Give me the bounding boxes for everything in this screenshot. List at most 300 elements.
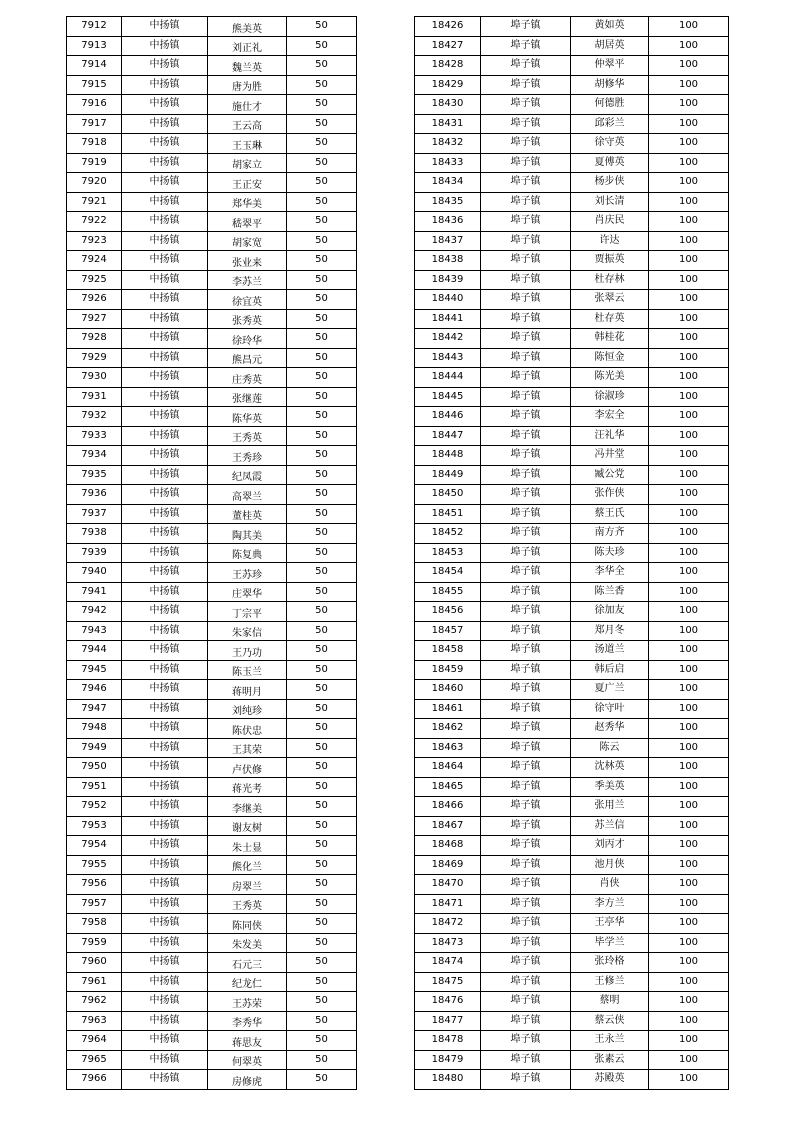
amount-cell: 100 xyxy=(649,387,729,407)
id-cell: 7956 xyxy=(67,875,122,895)
table-row xyxy=(415,1050,729,1070)
amount-cell: 100 xyxy=(649,563,729,583)
town-cell: 埠子镇 xyxy=(481,309,571,329)
amount-cell: 100 xyxy=(649,134,729,154)
name-cell: 魏兰英 xyxy=(208,56,287,76)
town-cell: 中扬镇 xyxy=(122,992,208,1012)
name-cell: 施仕才 xyxy=(208,95,287,115)
town-cell: 埠子镇 xyxy=(481,95,571,115)
town-cell: 埠子镇 xyxy=(481,1031,571,1051)
table-row xyxy=(415,602,729,622)
name-cell: 陈复典 xyxy=(208,543,287,563)
table-row xyxy=(67,1050,357,1070)
name-cell: 王秀英 xyxy=(208,426,287,446)
town-cell: 埠子镇 xyxy=(481,777,571,797)
table-row xyxy=(67,992,357,1012)
town-cell: 中扬镇 xyxy=(122,582,208,602)
id-cell: 7965 xyxy=(67,1050,122,1070)
amount-cell: 50 xyxy=(287,251,357,271)
amount-cell: 50 xyxy=(287,270,357,290)
town-cell: 埠子镇 xyxy=(481,134,571,154)
amount-cell: 100 xyxy=(649,446,729,466)
id-cell: 18429 xyxy=(415,75,481,95)
amount-cell: 100 xyxy=(649,621,729,641)
amount-cell: 50 xyxy=(287,153,357,173)
table-row xyxy=(415,504,729,524)
table-row xyxy=(415,173,729,193)
table-row xyxy=(415,836,729,856)
id-cell: 18464 xyxy=(415,758,481,778)
town-cell: 中扬镇 xyxy=(122,972,208,992)
name-cell: 石元三 xyxy=(208,953,287,973)
table-row xyxy=(415,56,729,76)
name-cell: 何翠英 xyxy=(208,1050,287,1070)
table-row xyxy=(67,602,357,622)
amount-cell: 50 xyxy=(287,524,357,544)
id-cell: 18462 xyxy=(415,719,481,739)
name-cell: 杜存英 xyxy=(571,309,649,329)
table-row xyxy=(415,621,729,641)
table-row xyxy=(67,816,357,836)
id-cell: 7966 xyxy=(67,1070,122,1090)
amount-cell: 100 xyxy=(649,855,729,875)
town-cell: 中扬镇 xyxy=(122,36,208,56)
name-cell: 王秀英 xyxy=(208,894,287,914)
amount-cell: 50 xyxy=(287,446,357,466)
table-row xyxy=(67,290,357,310)
name-cell: 陈云 xyxy=(571,738,649,758)
name-cell: 王永兰 xyxy=(571,1031,649,1051)
table-row xyxy=(415,875,729,895)
table-row xyxy=(67,75,357,95)
town-cell: 中扬镇 xyxy=(122,621,208,641)
id-cell: 18439 xyxy=(415,270,481,290)
town-cell: 埠子镇 xyxy=(481,173,571,193)
town-cell: 中扬镇 xyxy=(122,75,208,95)
name-cell: 朱发美 xyxy=(208,933,287,953)
id-cell: 18469 xyxy=(415,855,481,875)
table-row xyxy=(67,485,357,505)
id-cell: 7958 xyxy=(67,914,122,934)
name-cell: 房翠兰 xyxy=(208,875,287,895)
town-cell: 埠子镇 xyxy=(481,251,571,271)
id-cell: 18452 xyxy=(415,524,481,544)
name-cell: 肖庆民 xyxy=(571,212,649,232)
id-cell: 18460 xyxy=(415,680,481,700)
id-cell: 7917 xyxy=(67,114,122,134)
id-cell: 7951 xyxy=(67,777,122,797)
amount-cell: 50 xyxy=(287,953,357,973)
town-cell: 埠子镇 xyxy=(481,368,571,388)
amount-cell: 100 xyxy=(649,192,729,212)
name-cell: 刘丙才 xyxy=(571,836,649,856)
id-cell: 18473 xyxy=(415,933,481,953)
right-table xyxy=(414,16,729,1090)
name-cell: 王修兰 xyxy=(571,972,649,992)
amount-cell: 100 xyxy=(649,543,729,563)
table-row xyxy=(415,777,729,797)
table-row xyxy=(67,914,357,934)
table-row xyxy=(67,56,357,76)
table-row xyxy=(415,426,729,446)
id-cell: 7923 xyxy=(67,231,122,251)
amount-cell: 50 xyxy=(287,329,357,349)
name-cell: 李华全 xyxy=(571,563,649,583)
table-row xyxy=(415,387,729,407)
table-row xyxy=(67,446,357,466)
name-cell: 董桂英 xyxy=(208,504,287,524)
table-row xyxy=(415,933,729,953)
town-cell: 中扬镇 xyxy=(122,251,208,271)
amount-cell: 100 xyxy=(649,972,729,992)
name-cell: 汪礼华 xyxy=(571,426,649,446)
id-cell: 7949 xyxy=(67,738,122,758)
amount-cell: 50 xyxy=(287,1011,357,1031)
town-cell: 中扬镇 xyxy=(122,368,208,388)
town-cell: 埠子镇 xyxy=(481,407,571,427)
town-cell: 埠子镇 xyxy=(481,192,571,212)
amount-cell: 50 xyxy=(287,485,357,505)
amount-cell: 50 xyxy=(287,290,357,310)
amount-cell: 50 xyxy=(287,17,357,37)
table-row xyxy=(415,524,729,544)
name-cell: 汤道兰 xyxy=(571,641,649,661)
amount-cell: 100 xyxy=(649,1070,729,1090)
name-cell: 徐守英 xyxy=(571,134,649,154)
amount-cell: 100 xyxy=(649,894,729,914)
town-cell: 埠子镇 xyxy=(481,894,571,914)
table-row xyxy=(415,290,729,310)
id-cell: 7935 xyxy=(67,465,122,485)
id-cell: 7920 xyxy=(67,173,122,193)
id-cell: 7961 xyxy=(67,972,122,992)
table-row xyxy=(67,173,357,193)
table-row xyxy=(67,1011,357,1031)
table-row xyxy=(67,504,357,524)
town-cell: 中扬镇 xyxy=(122,95,208,115)
town-cell: 中扬镇 xyxy=(122,231,208,251)
id-cell: 7959 xyxy=(67,933,122,953)
id-cell: 18437 xyxy=(415,231,481,251)
name-cell: 郑月冬 xyxy=(571,621,649,641)
table-row xyxy=(67,855,357,875)
id-cell: 18426 xyxy=(415,17,481,37)
name-cell: 池月侠 xyxy=(571,855,649,875)
table-row xyxy=(67,153,357,173)
name-cell: 夏广兰 xyxy=(571,680,649,700)
amount-cell: 100 xyxy=(649,251,729,271)
table-row xyxy=(415,563,729,583)
table-row xyxy=(415,231,729,251)
town-cell: 中扬镇 xyxy=(122,777,208,797)
town-cell: 埠子镇 xyxy=(481,563,571,583)
table-row xyxy=(67,894,357,914)
table-row xyxy=(67,212,357,232)
table-row xyxy=(415,485,729,505)
name-cell: 张作侠 xyxy=(571,485,649,505)
id-cell: 7936 xyxy=(67,485,122,505)
table-row xyxy=(415,914,729,934)
town-cell: 埠子镇 xyxy=(481,875,571,895)
town-cell: 埠子镇 xyxy=(481,719,571,739)
id-cell: 18450 xyxy=(415,485,481,505)
table-row xyxy=(67,621,357,641)
town-cell: 埠子镇 xyxy=(481,699,571,719)
town-cell: 埠子镇 xyxy=(481,290,571,310)
id-cell: 18434 xyxy=(415,173,481,193)
table-row xyxy=(67,192,357,212)
amount-cell: 50 xyxy=(287,56,357,76)
name-cell: 纪凤霞 xyxy=(208,465,287,485)
name-cell: 郑华美 xyxy=(208,192,287,212)
town-cell: 中扬镇 xyxy=(122,426,208,446)
town-cell: 埠子镇 xyxy=(481,660,571,680)
id-cell: 7928 xyxy=(67,329,122,349)
name-cell: 陈兰香 xyxy=(571,582,649,602)
town-cell: 中扬镇 xyxy=(122,797,208,817)
name-cell: 胡家宽 xyxy=(208,231,287,251)
amount-cell: 50 xyxy=(287,914,357,934)
table-row xyxy=(415,75,729,95)
name-cell: 冯井堂 xyxy=(571,446,649,466)
id-cell: 7952 xyxy=(67,797,122,817)
id-cell: 7946 xyxy=(67,680,122,700)
table-row xyxy=(415,192,729,212)
id-cell: 18472 xyxy=(415,914,481,934)
amount-cell: 100 xyxy=(649,485,729,505)
amount-cell: 50 xyxy=(287,758,357,778)
town-cell: 埠子镇 xyxy=(481,348,571,368)
id-cell: 18480 xyxy=(415,1070,481,1090)
id-cell: 7918 xyxy=(67,134,122,154)
name-cell: 谢友树 xyxy=(208,816,287,836)
amount-cell: 100 xyxy=(649,290,729,310)
town-cell: 埠子镇 xyxy=(481,329,571,349)
id-cell: 7962 xyxy=(67,992,122,1012)
name-cell: 房修虎 xyxy=(208,1070,287,1090)
table-row xyxy=(67,1031,357,1051)
table-row xyxy=(415,699,729,719)
amount-cell: 100 xyxy=(649,699,729,719)
id-cell: 7927 xyxy=(67,309,122,329)
name-cell: 王乃功 xyxy=(208,641,287,661)
table-row xyxy=(67,738,357,758)
id-cell: 7915 xyxy=(67,75,122,95)
table-row xyxy=(415,348,729,368)
name-cell: 刘纯珍 xyxy=(208,699,287,719)
table-row xyxy=(67,426,357,446)
id-cell: 18456 xyxy=(415,602,481,622)
table-row xyxy=(415,1011,729,1031)
table-row xyxy=(67,134,357,154)
amount-cell: 50 xyxy=(287,992,357,1012)
id-cell: 18448 xyxy=(415,446,481,466)
id-cell: 7914 xyxy=(67,56,122,76)
amount-cell: 100 xyxy=(649,680,729,700)
town-cell: 中扬镇 xyxy=(122,465,208,485)
id-cell: 18427 xyxy=(415,36,481,56)
name-cell: 王亭华 xyxy=(571,914,649,934)
id-cell: 18449 xyxy=(415,465,481,485)
amount-cell: 100 xyxy=(649,231,729,251)
amount-cell: 50 xyxy=(287,407,357,427)
amount-cell: 50 xyxy=(287,641,357,661)
amount-cell: 50 xyxy=(287,875,357,895)
town-cell: 中扬镇 xyxy=(122,1070,208,1090)
id-cell: 7934 xyxy=(67,446,122,466)
table-row xyxy=(67,543,357,563)
table-row xyxy=(415,309,729,329)
name-cell: 王正安 xyxy=(208,173,287,193)
town-cell: 埠子镇 xyxy=(481,933,571,953)
id-cell: 7953 xyxy=(67,816,122,836)
town-cell: 中扬镇 xyxy=(122,309,208,329)
town-cell: 埠子镇 xyxy=(481,75,571,95)
id-cell: 18475 xyxy=(415,972,481,992)
id-cell: 7939 xyxy=(67,543,122,563)
id-cell: 7957 xyxy=(67,894,122,914)
town-cell: 埠子镇 xyxy=(481,758,571,778)
name-cell: 刘长清 xyxy=(571,192,649,212)
name-cell: 蒋明月 xyxy=(208,680,287,700)
name-cell: 张翠云 xyxy=(571,290,649,310)
amount-cell: 100 xyxy=(649,777,729,797)
town-cell: 埠子镇 xyxy=(481,641,571,661)
table-row xyxy=(67,582,357,602)
town-cell: 中扬镇 xyxy=(122,894,208,914)
town-cell: 埠子镇 xyxy=(481,1070,571,1090)
table-row xyxy=(67,114,357,134)
id-cell: 18465 xyxy=(415,777,481,797)
town-cell: 中扬镇 xyxy=(122,348,208,368)
table-row xyxy=(67,95,357,115)
id-cell: 18478 xyxy=(415,1031,481,1051)
table-row xyxy=(415,153,729,173)
table-row xyxy=(415,855,729,875)
id-cell: 18463 xyxy=(415,738,481,758)
amount-cell: 100 xyxy=(649,933,729,953)
name-cell: 丁宗平 xyxy=(208,602,287,622)
name-cell: 李继美 xyxy=(208,797,287,817)
id-cell: 7922 xyxy=(67,212,122,232)
town-cell: 埠子镇 xyxy=(481,387,571,407)
amount-cell: 50 xyxy=(287,387,357,407)
id-cell: 7955 xyxy=(67,855,122,875)
id-cell: 7937 xyxy=(67,504,122,524)
name-cell: 高翠兰 xyxy=(208,485,287,505)
id-cell: 18461 xyxy=(415,699,481,719)
name-cell: 朱家信 xyxy=(208,621,287,641)
amount-cell: 100 xyxy=(649,368,729,388)
name-cell: 胡家立 xyxy=(208,153,287,173)
town-cell: 中扬镇 xyxy=(122,446,208,466)
name-cell: 张继莲 xyxy=(208,387,287,407)
id-cell: 18474 xyxy=(415,953,481,973)
name-cell: 庄翠华 xyxy=(208,582,287,602)
table-row xyxy=(67,270,357,290)
town-cell: 中扬镇 xyxy=(122,738,208,758)
table-row xyxy=(415,1070,729,1090)
name-cell: 王苏珍 xyxy=(208,563,287,583)
town-cell: 埠子镇 xyxy=(481,953,571,973)
name-cell: 南方齐 xyxy=(571,524,649,544)
town-cell: 中扬镇 xyxy=(122,524,208,544)
table-row xyxy=(67,758,357,778)
name-cell: 苏兰信 xyxy=(571,816,649,836)
amount-cell: 50 xyxy=(287,699,357,719)
town-cell: 埠子镇 xyxy=(481,153,571,173)
table-row xyxy=(67,972,357,992)
table-row xyxy=(415,36,729,56)
name-cell: 张业来 xyxy=(208,251,287,271)
id-cell: 18441 xyxy=(415,309,481,329)
id-cell: 7945 xyxy=(67,660,122,680)
amount-cell: 100 xyxy=(649,758,729,778)
amount-cell: 100 xyxy=(649,17,729,37)
amount-cell: 100 xyxy=(649,212,729,232)
id-cell: 7932 xyxy=(67,407,122,427)
name-cell: 王秀珍 xyxy=(208,446,287,466)
table-row xyxy=(67,465,357,485)
amount-cell: 100 xyxy=(649,426,729,446)
id-cell: 7931 xyxy=(67,387,122,407)
id-cell: 7913 xyxy=(67,36,122,56)
town-cell: 中扬镇 xyxy=(122,914,208,934)
town-cell: 埠子镇 xyxy=(481,446,571,466)
id-cell: 18477 xyxy=(415,1011,481,1031)
town-cell: 中扬镇 xyxy=(122,1031,208,1051)
amount-cell: 100 xyxy=(649,465,729,485)
amount-cell: 50 xyxy=(287,816,357,836)
id-cell: 18471 xyxy=(415,894,481,914)
amount-cell: 100 xyxy=(649,914,729,934)
name-cell: 杜存林 xyxy=(571,270,649,290)
id-cell: 18442 xyxy=(415,329,481,349)
table-row xyxy=(415,212,729,232)
id-cell: 18467 xyxy=(415,816,481,836)
table-row xyxy=(67,660,357,680)
amount-cell: 100 xyxy=(649,660,729,680)
amount-cell: 50 xyxy=(287,602,357,622)
table-row xyxy=(415,641,729,661)
table-row xyxy=(415,992,729,1012)
name-cell: 王玉琳 xyxy=(208,134,287,154)
table-row xyxy=(67,719,357,739)
name-cell: 邱彩兰 xyxy=(571,114,649,134)
id-cell: 18453 xyxy=(415,543,481,563)
town-cell: 埠子镇 xyxy=(481,270,571,290)
id-cell: 18436 xyxy=(415,212,481,232)
table-row xyxy=(67,563,357,583)
amount-cell: 50 xyxy=(287,368,357,388)
id-cell: 18458 xyxy=(415,641,481,661)
id-cell: 18428 xyxy=(415,56,481,76)
table-row xyxy=(67,699,357,719)
table-row xyxy=(415,134,729,154)
id-cell: 7948 xyxy=(67,719,122,739)
id-cell: 18479 xyxy=(415,1050,481,1070)
table-row xyxy=(415,465,729,485)
id-cell: 7916 xyxy=(67,95,122,115)
id-cell: 7942 xyxy=(67,602,122,622)
town-cell: 中扬镇 xyxy=(122,660,208,680)
amount-cell: 100 xyxy=(649,309,729,329)
amount-cell: 50 xyxy=(287,114,357,134)
name-cell: 陈光美 xyxy=(571,368,649,388)
amount-cell: 50 xyxy=(287,894,357,914)
amount-cell: 50 xyxy=(287,660,357,680)
town-cell: 埠子镇 xyxy=(481,426,571,446)
